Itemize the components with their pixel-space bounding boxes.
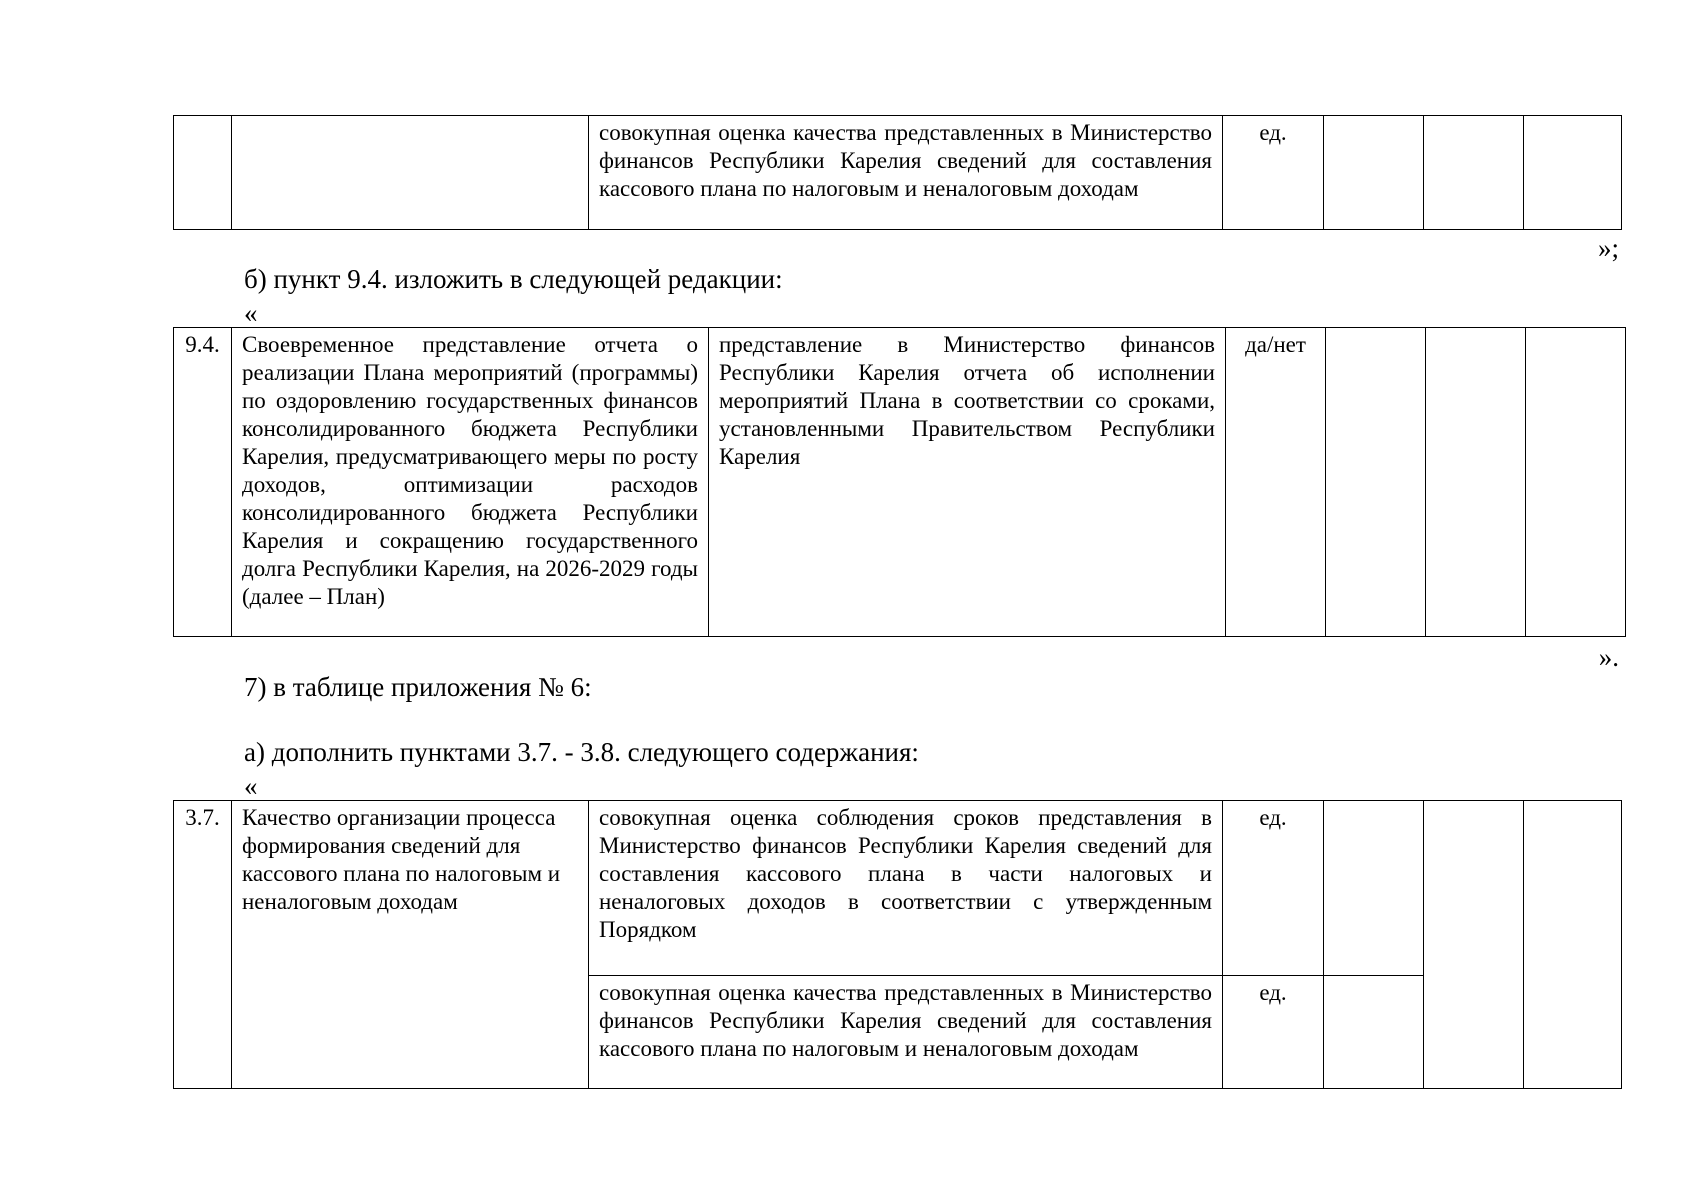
row-number: 9.4.	[174, 328, 232, 637]
empty-cell	[1526, 328, 1626, 637]
open-quote: «	[244, 298, 258, 328]
unit-cell: ед.	[1223, 976, 1324, 1089]
table-row	[174, 328, 1626, 637]
closing-quote: ».	[1598, 642, 1619, 672]
table-row	[174, 801, 1622, 976]
empty-cell	[1324, 116, 1424, 230]
empty-cell	[1324, 801, 1424, 976]
unit-cell: ед.	[1223, 116, 1324, 230]
indicator-description: совокупная оценка качества представленных в Министерство финансов Республики Карелия сведений для составления кассового плана по налоговым и неналоговым доходам	[589, 116, 1223, 230]
table-item-3-7	[173, 800, 1622, 1089]
paragraph-b: б) пункт 9.4. изложить в следующей редакции:	[244, 264, 783, 294]
indicator-name	[232, 116, 589, 230]
paragraph-7: 7) в таблице приложения № 6:	[244, 672, 592, 702]
indicator-description: представление в Министерство финансов Республики Карелия отчета об исполнении мероприятий Плана в соответствии со сроками, установленными Правительством Республики Карелия	[709, 328, 1226, 637]
closing-quote: »;	[1597, 233, 1619, 263]
paragraph-a: а) дополнить пунктами 3.7. - 3.8. следующего содержания:	[244, 737, 919, 767]
indicator-description: совокупная оценка качества представленных в Министерство финансов Республики Карелия сведений для составления кассового плана по налоговым и неналоговым доходам	[589, 976, 1223, 1089]
unit-cell: да/нет	[1226, 328, 1326, 637]
empty-cell	[1326, 328, 1426, 637]
empty-cell	[1524, 801, 1622, 1089]
empty-cell	[1424, 116, 1524, 230]
indicator-name: Качество организации процесса формирования сведений для кассового плана по налоговым и неналоговым доходам	[232, 801, 589, 1089]
empty-cell	[1524, 116, 1622, 230]
indicator-name: Своевременное представление отчета о реализации Плана мероприятий (программы) по оздоровлению государственных финансов консолидированного бюджета Республики Карелия, предусматривающего меры по росту доходов, оптимизации расходов консолидированного бюджета Республики Карелия и сокращению государственного долга Республики Карелия, на 2026-2029 годы (далее – План)	[232, 328, 709, 637]
row-number	[174, 116, 232, 230]
indicator-description: совокупная оценка соблюдения сроков представления в Министерство финансов Республики Карелия сведений для составления кассового плана в части налоговых и неналоговых доходов в соответствии с утвержденным Порядком	[589, 801, 1223, 976]
table-continuation	[173, 115, 1622, 230]
table-item-9-4	[173, 327, 1626, 637]
table-row	[174, 116, 1622, 230]
open-quote: «	[244, 771, 258, 801]
unit-cell: ед.	[1223, 801, 1324, 976]
empty-cell	[1426, 328, 1526, 637]
empty-cell	[1424, 801, 1524, 1089]
empty-cell	[1324, 976, 1424, 1089]
row-number: 3.7.	[174, 801, 232, 1089]
